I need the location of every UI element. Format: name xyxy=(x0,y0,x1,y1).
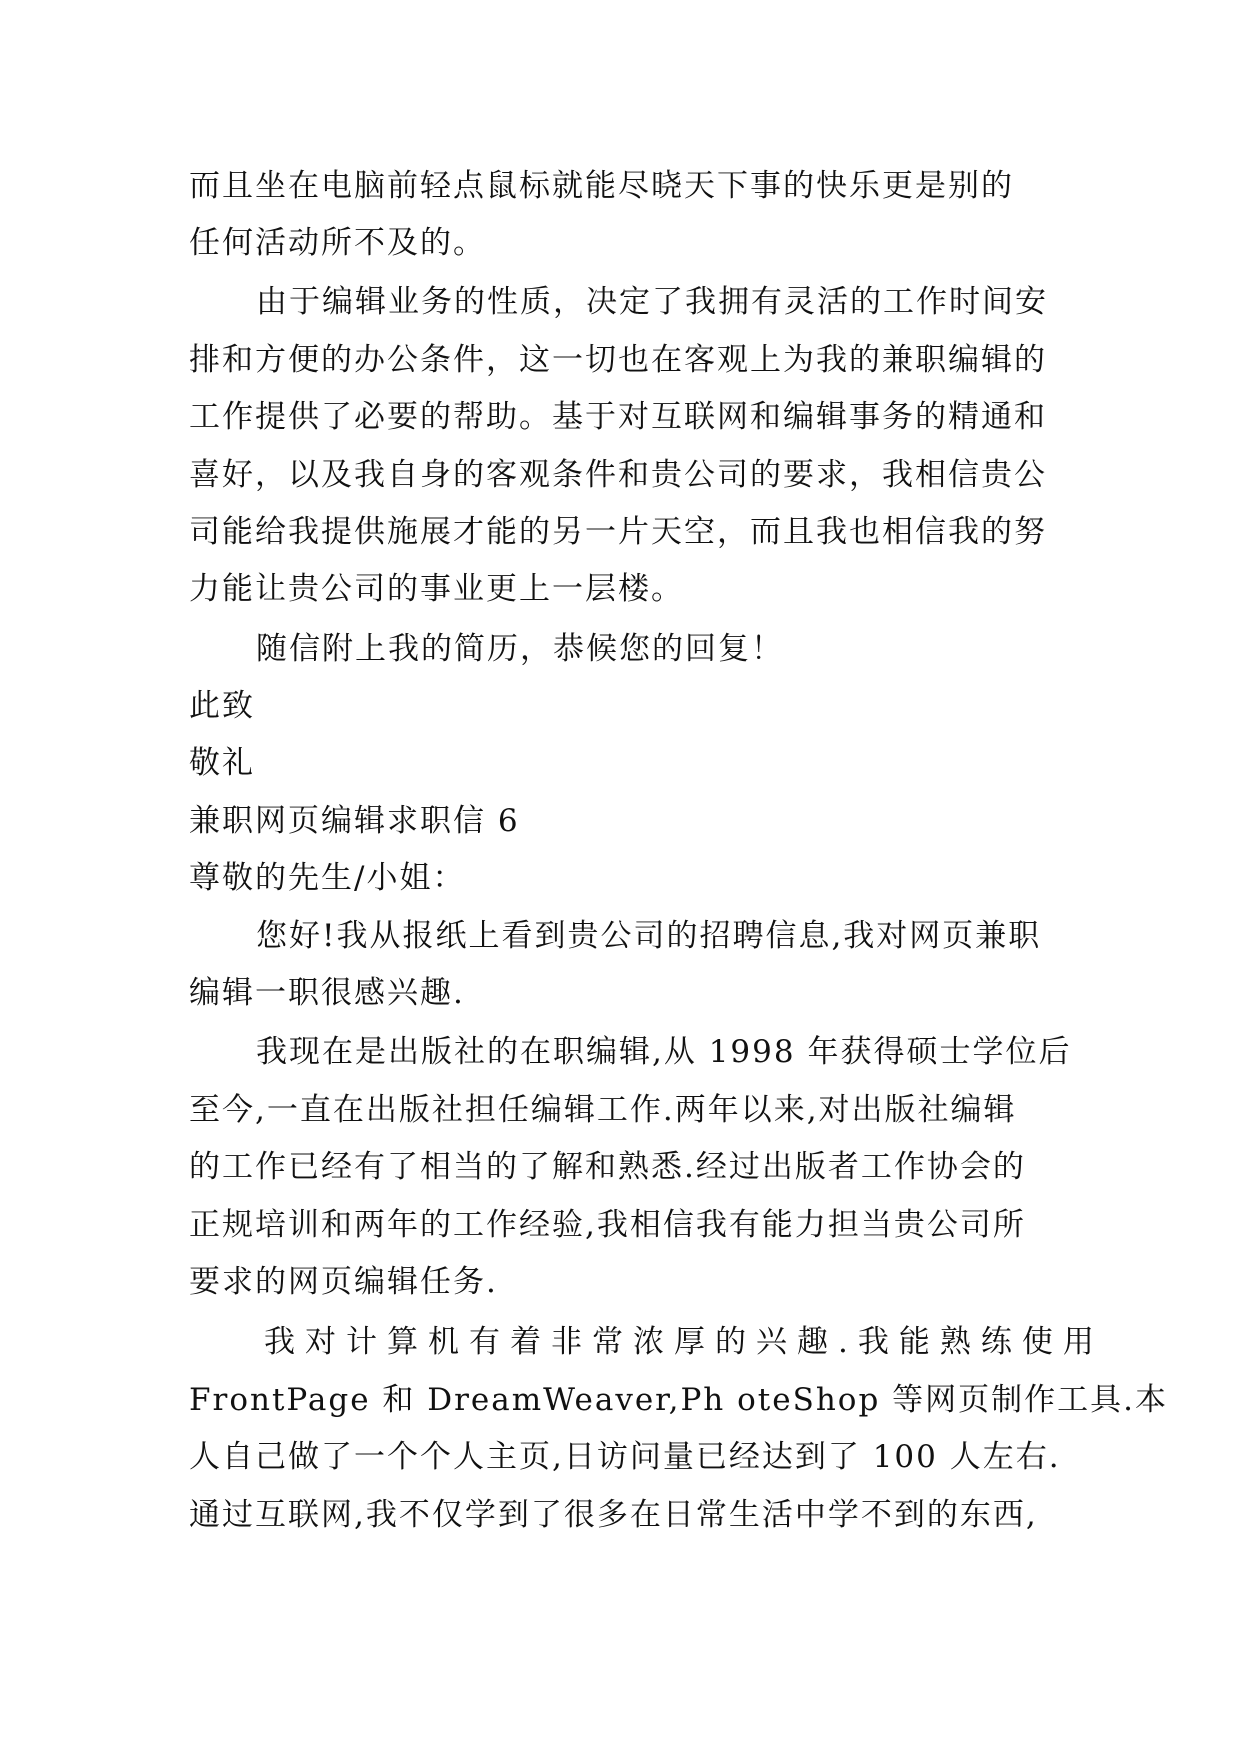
text-line: 通过互联网,我不仅学到了很多在日常生活中学不到的东西, xyxy=(189,1497,1038,1533)
text-line: 喜好，以及我自身的客观条件和贵公司的要求，我相信贵公 xyxy=(189,457,1047,493)
text-line: 任何活动所不及的。 xyxy=(189,225,486,261)
closing-salutation: 此致 xyxy=(189,688,255,724)
text-line: 由于编辑业务的性质，决定了我拥有灵活的工作时间安 xyxy=(256,284,1048,320)
text-line: 正规培训和两年的工作经验,我相信我有能力担当贵公司所 xyxy=(189,1207,1026,1243)
text-line: 要求的网页编辑任务. xyxy=(189,1264,498,1300)
text-line: 排和方便的办公条件，这一切也在客观上为我的兼职编辑的 xyxy=(189,342,1047,378)
text-line: 力能让贵公司的事业更上一层楼。 xyxy=(189,571,684,607)
text-line: 至今,一直在出版社担任编辑工作.两年以来,对出版社编辑 xyxy=(189,1092,1017,1128)
text-line: FrontPage 和 DreamWeaver,Ph oteShop 等网页制作工具.本 xyxy=(189,1382,1169,1418)
greeting: 尊敬的先生/小姐： xyxy=(189,860,466,896)
text-line: 我对计算机有着非常浓厚的兴趣.我能熟练使用 xyxy=(264,1324,1104,1360)
text-line: 人自己做了一个个人主页,日访问量已经达到了 100 人左右. xyxy=(189,1439,1061,1475)
text-line: 随信附上我的简历，恭候您的回复！ xyxy=(256,631,784,667)
text-line: 编辑一职很感兴趣. xyxy=(189,975,465,1011)
text-line: 司能给我提供施展才能的另一片天空，而且我也相信我的努 xyxy=(189,514,1047,550)
section-heading: 兼职网页编辑求职信 6 xyxy=(189,803,520,839)
closing-regards: 敬礼 xyxy=(189,745,255,781)
text-line: 而且坐在电脑前轻点鼠标就能尽晓天下事的快乐更是别的 xyxy=(189,168,1014,204)
text-line: 的工作已经有了相当的了解和熟悉.经过出版者工作协会的 xyxy=(189,1149,1026,1185)
text-line: 您好!我从报纸上看到贵公司的招聘信息,我对网页兼职 xyxy=(256,918,1042,954)
text-line: 工作提供了必要的帮助。基于对互联网和编辑事务的精通和 xyxy=(189,399,1047,435)
text-line: 我现在是出版社的在职编辑,从 1998 年获得硕士学位后 xyxy=(256,1034,1072,1070)
